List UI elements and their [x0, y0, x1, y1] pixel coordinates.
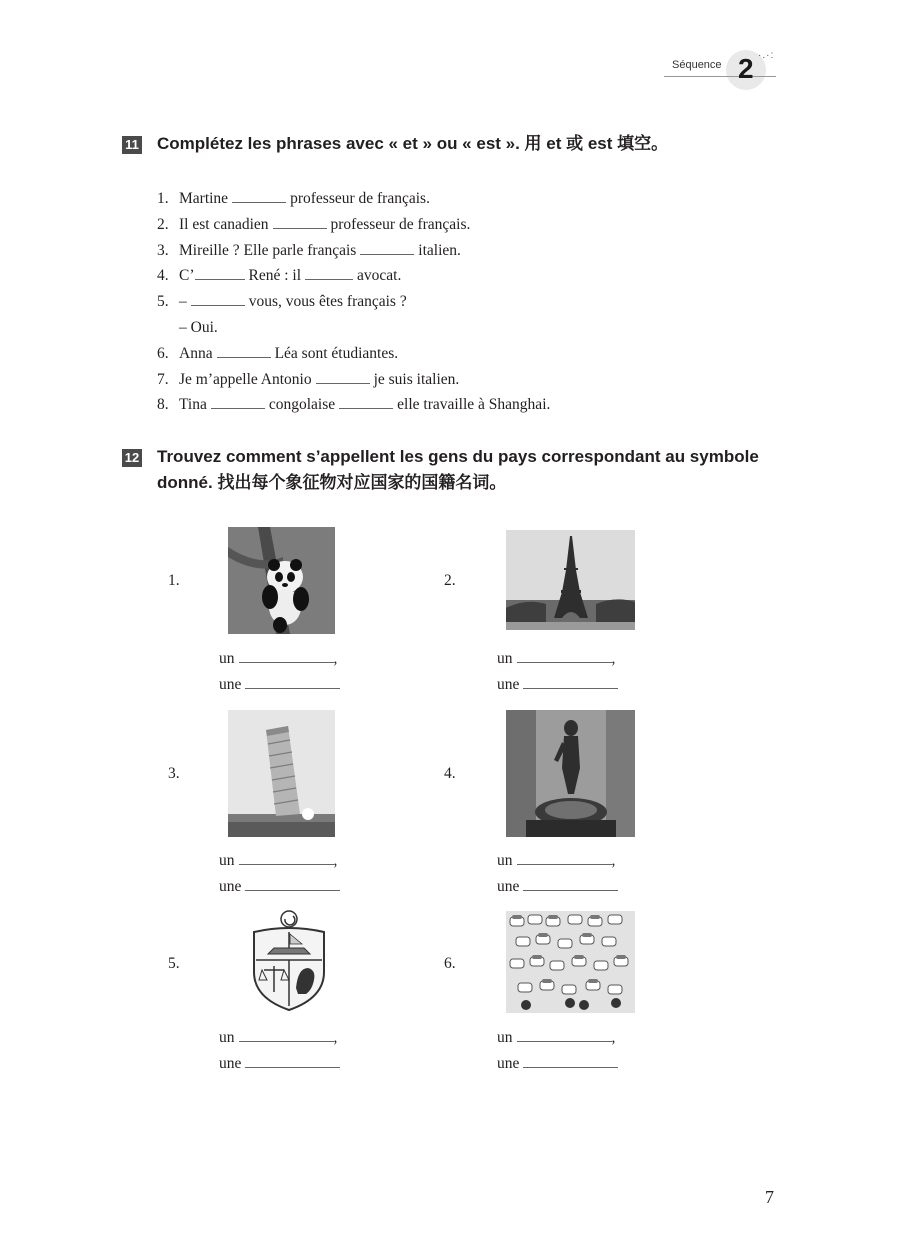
masculine-article: un [497, 852, 513, 869]
answer-blank[interactable] [339, 394, 393, 409]
comma: , [611, 852, 616, 869]
answer-blank[interactable] [211, 394, 265, 409]
sentence-text: je suis italien. [373, 370, 460, 388]
answer-blank[interactable] [239, 649, 334, 663]
answer-blank[interactable] [191, 291, 245, 306]
masculine-article: un [219, 852, 235, 869]
answer-blank[interactable] [523, 877, 618, 891]
sentence-text: italien. [418, 241, 461, 259]
sushi-photo [506, 911, 635, 1013]
feminine-article: une [497, 676, 520, 693]
item-4-masculine [497, 851, 615, 870]
answer-blank[interactable] [517, 851, 612, 865]
sentence-5-continuation [157, 315, 550, 341]
answer-blank[interactable] [217, 343, 271, 358]
sentence-text: professeur de français. [290, 190, 430, 207]
item-1-number: 1. [168, 572, 180, 589]
item-2-number: 2. [444, 572, 456, 589]
tunisia-coat-of-arms [250, 910, 328, 1012]
manneken-pis-photo [506, 710, 635, 837]
feminine-article: une [497, 878, 520, 895]
sentence-text: C’ [179, 267, 195, 285]
header-rule [664, 76, 776, 77]
item-3-feminine [219, 877, 340, 896]
answer-blank[interactable] [245, 1054, 340, 1068]
feminine-article: une [219, 1055, 242, 1072]
item-5-masculine [219, 1028, 337, 1047]
masculine-article: un [497, 1029, 513, 1046]
comma: , [611, 1029, 616, 1046]
exercise-11-title: Complétez les phrases avec « et » ou « est ». 用 et 或 est 填空。 [157, 134, 669, 153]
sentence-text: Je m’appelle Antonio [179, 370, 312, 388]
masculine-article: un [219, 650, 235, 667]
section-label: Séquence [672, 59, 722, 71]
sentence-5 [157, 289, 550, 315]
item-6-masculine [497, 1028, 615, 1047]
answer-blank[interactable] [239, 1028, 334, 1042]
masculine-article: un [497, 650, 513, 667]
item-2-masculine [497, 649, 615, 668]
sentence-number: 5. [157, 293, 169, 311]
answer-blank[interactable] [517, 649, 612, 663]
answer-blank[interactable] [517, 1028, 612, 1042]
item-4-feminine [497, 877, 618, 896]
sentence-text: avocat. [357, 267, 402, 285]
exercise-11-number: 11 [122, 136, 142, 154]
exercise-12-number: 12 [122, 449, 142, 467]
comma: , [333, 650, 338, 667]
sentence-text: – [179, 293, 187, 311]
item-1-masculine [219, 649, 337, 668]
sentence-text: vous, vous êtes français ? [248, 293, 407, 311]
item-4-number: 4. [444, 765, 456, 782]
sentence-text: René : il [248, 267, 302, 285]
sentence-text: professeur de français. [330, 215, 471, 233]
answer-blank[interactable] [232, 188, 286, 203]
item-2-feminine [497, 675, 618, 694]
sentence-text: elle travaille à Shanghai. [397, 396, 551, 414]
leaning-tower-pisa-photo [228, 710, 335, 837]
answer-blank[interactable] [245, 877, 340, 891]
sentence-text: Il est canadien [179, 215, 269, 233]
decorative-dots: ·.·: [758, 50, 775, 61]
exercise-12-title-line-2: donné. 找出每个象征物对应国家的国籍名词。 [157, 473, 507, 492]
comma: , [333, 1029, 338, 1046]
answer-blank[interactable] [245, 675, 340, 689]
sentence-number: 7. [157, 370, 169, 388]
sentence-text: Anna [179, 344, 213, 362]
eiffel-tower-photo [506, 530, 635, 630]
item-3-number: 3. [168, 765, 180, 782]
sentence-text: Mireille ? Elle parle français [179, 241, 357, 259]
sentence-text: Léa sont étudiantes. [274, 344, 399, 362]
comma: , [611, 650, 616, 667]
page-number: 7 [765, 1187, 774, 1207]
sentence-text: Martine [179, 190, 229, 207]
answer-blank[interactable] [316, 369, 370, 384]
sentence-number: 8. [157, 396, 169, 414]
sentence-number: 2. [157, 215, 169, 233]
item-3-masculine [219, 851, 337, 870]
answer-blank[interactable] [360, 240, 414, 255]
exercise-12-title-line-1: Trouvez comment s’appellent les gens du pays correspondant au symbole [157, 447, 759, 466]
feminine-article: une [219, 676, 242, 693]
masculine-article: un [219, 1029, 235, 1046]
sentence-8 [157, 392, 550, 418]
exercise-11-sentences [157, 186, 550, 418]
panda-photo [228, 527, 335, 634]
sentence-6 [157, 341, 550, 367]
sentence-number: 3. [157, 241, 169, 259]
sentence-text: – Oui. [179, 318, 218, 336]
item-6-number: 6. [444, 955, 456, 972]
section-number: 2 [738, 53, 754, 84]
answer-blank[interactable] [239, 851, 334, 865]
sentence-number: 4. [157, 267, 169, 285]
sentence-text: congolaise [268, 396, 336, 414]
item-6-feminine [497, 1054, 618, 1073]
sentence-7 [157, 367, 550, 393]
answer-blank[interactable] [523, 675, 618, 689]
comma: , [333, 852, 338, 869]
answer-blank[interactable] [273, 214, 327, 229]
item-1-feminine [219, 675, 340, 694]
sentence-4 [157, 263, 550, 289]
feminine-article: une [497, 1055, 520, 1072]
sentence-2 [157, 212, 550, 238]
item-5-number: 5. [168, 955, 180, 972]
sentence-number: 1. [157, 190, 169, 207]
sentence-3 [157, 238, 550, 264]
item-5-feminine [219, 1054, 340, 1073]
sentence-number: 6. [157, 344, 169, 362]
answer-blank[interactable] [305, 265, 353, 280]
answer-blank[interactable] [195, 265, 245, 280]
answer-blank[interactable] [523, 1054, 618, 1068]
sentence-text: Tina [179, 396, 207, 414]
feminine-article: une [219, 878, 242, 895]
sentence-1 [157, 186, 550, 212]
